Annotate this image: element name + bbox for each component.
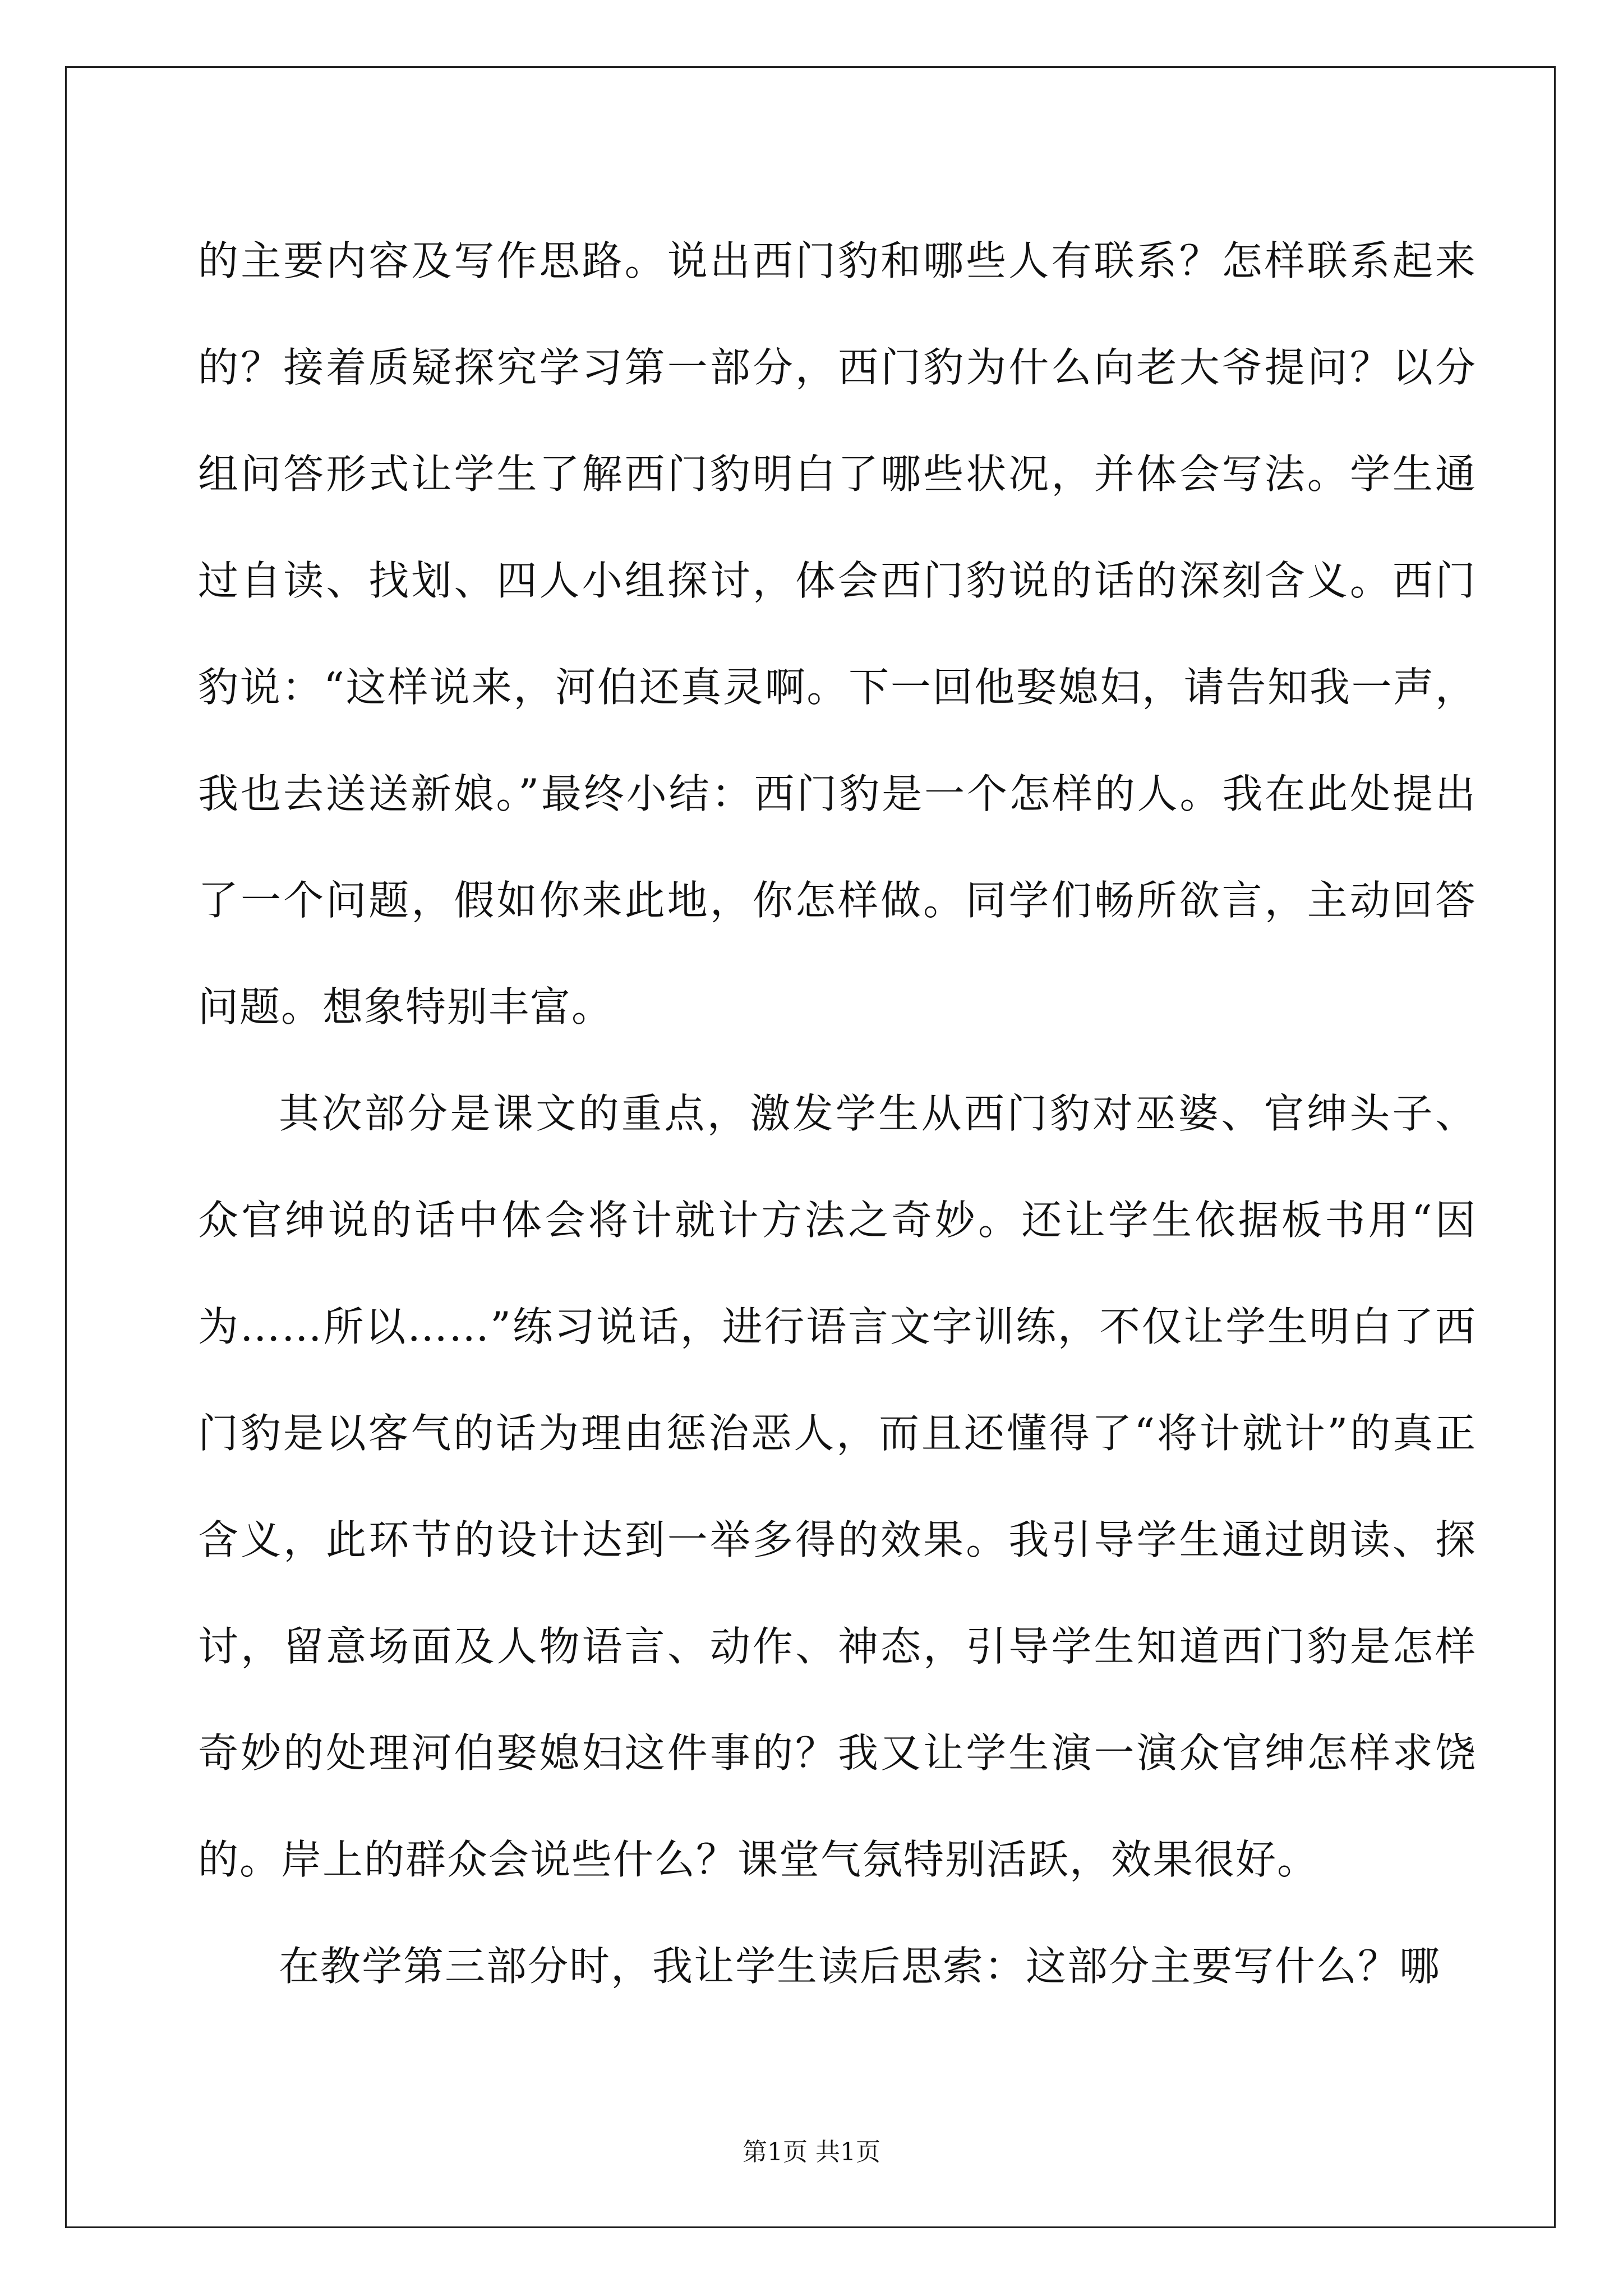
paragraph-1: 的主要内容及写作思路。说出西门豹和哪些人有联系？怎样联系起来的？接着质疑探究学习第一部分，西门豹为什么向老大爷提问？以分组问答形式让学生了解西门豹明白了哪些状况，并体会写法。学生通过自读、找划、四人小组探讨，体会西门豹说的话的深刻含义。西门豹说：“这样说来，河伯还真灵啊。下一回他娶媳妇，请告知我一声，我也去送送新娘。”最终小结：西门豹是一个怎样的人。我在此处提出了一个问题，假如你来此地，你怎样做。同学们畅所欲言，主动回答问题。想象特别丰富。 <box>198 237 1477 1030</box>
paragraph-3: 在教学第三部分时，我让学生读后思索：这部分主要写什么？哪 <box>279 1943 1441 1990</box>
page-footer: 第1页 共1页 <box>743 2138 880 2166</box>
document-body <box>198 208 1477 2019</box>
paragraph-2: 其次部分是课文的重点，激发学生从西门豹对巫婆、官绅头子、众官绅说的话中体会将计就计方法之奇妙。还让学生依据板书用“因为……所以……”练习说话，进行语言文字训练，不仅让学生明白了西门豹是以客气的话为理由惩治恶人，而且还懂得了“将计就计”的真正含义，此环节的设计达到一举多得的效果。我引导学生通过朗读、探讨，留意场面及人物语言、动作、神态，引导学生知道西门豹是怎样奇妙的处理河伯娶媳妇这件事的？我又让学生演一演众官绅怎样求饶的。岸上的群众会说些什么？课堂气氛特别活跃，效果很好。 <box>198 1090 1477 1883</box>
